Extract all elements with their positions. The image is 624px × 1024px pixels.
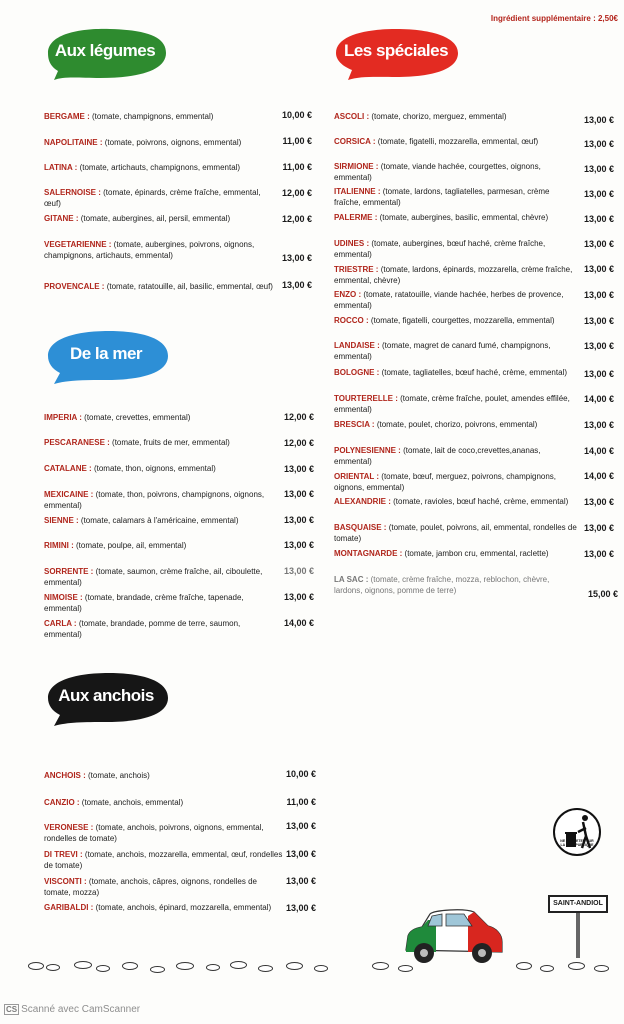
menu-item: LA SAC : (tomate, crème fraîche, mozza, reblochon, chèvre, lardons, oignons, pomme de terre) bbox=[334, 575, 550, 595]
watermark-text: Scanné avec CamScanner bbox=[21, 1004, 141, 1015]
menu-item: ROCCO : (tomate, figatelli, courgettes, mozzarella, emmental) bbox=[334, 316, 555, 325]
menu-item: MONTAGNARDE : (tomate, jambon cru, emmental, raclette) bbox=[334, 549, 549, 558]
item-price: 13,00 € bbox=[583, 341, 614, 351]
item-price: 14,00 € bbox=[283, 618, 314, 628]
menu-item: SALERNOISE : (tomate, épinards, crème fraîche, emmental, œuf) bbox=[44, 188, 261, 208]
item-price: 11,00 € bbox=[282, 162, 312, 172]
item-price: 11,00 € bbox=[282, 136, 312, 146]
menu-item: UDINES : (tomate, aubergines, bœuf haché, crème fraîche, emmental) bbox=[334, 239, 546, 259]
menu-item: IMPERIA : (tomate, crevettes, emmental) bbox=[44, 413, 191, 422]
item-price: 13,00 € bbox=[283, 464, 314, 474]
menu-item: ENZO : (tomate, ratatouille, viande hachée, herbes de provence, emmental) bbox=[334, 290, 564, 310]
menu-item: ANCHOIS : (tomate, anchois) bbox=[44, 771, 150, 780]
item-price: 13,00 € bbox=[583, 316, 614, 326]
item-price: 13,00 € bbox=[583, 164, 614, 174]
item-price: 13,00 € bbox=[583, 549, 614, 559]
item-price: 13,00 € bbox=[283, 489, 314, 499]
item-price: 13,00 € bbox=[281, 280, 312, 290]
item-price: 12,00 € bbox=[281, 214, 312, 224]
road-sign-post bbox=[576, 912, 580, 958]
menu-item: CARLA : (tomate, brandade, pomme de terre, saumon, emmental) bbox=[44, 619, 241, 639]
menu-item: SORRENTE : (tomate, saumon, crème fraîche, ail, ciboulette, emmental) bbox=[44, 567, 263, 587]
item-price: 14,00 € bbox=[583, 394, 614, 404]
item-price: 13,00 € bbox=[283, 540, 314, 550]
stone-path bbox=[0, 956, 624, 980]
item-price: 13,00 € bbox=[583, 523, 614, 533]
menu-item: ORIENTAL : (tomate, bœuf, merguez, poivrons, champignons, oignons, emmental) bbox=[334, 472, 557, 492]
menu-item: CATALANE : (tomate, thon, oignons, emmental) bbox=[44, 464, 216, 473]
item-price: 13,00 € bbox=[283, 566, 314, 576]
menu-item: PESCARANESE : (tomate, fruits de mer, emmental) bbox=[44, 438, 230, 447]
menu-item: ALEXANDRIE : (tomate, ravioles, bœuf haché, crème, emmental) bbox=[334, 497, 569, 506]
item-price: 13,00 € bbox=[583, 264, 614, 274]
section-title-legumes: Aux légumes bbox=[40, 24, 170, 82]
item-price: 13,00 € bbox=[583, 290, 614, 300]
menu-item: BASQUAISE : (tomate, poulet, poivrons, ail, emmental, rondelles de tomate) bbox=[334, 523, 577, 543]
camscanner-icon: CS bbox=[6, 1005, 18, 1014]
item-price: 13,00 € bbox=[285, 876, 316, 886]
menu-item: VEGETARIENNE : (tomate, aubergines, poivrons, oignons, champignons, artichauts, emmental) bbox=[44, 240, 255, 260]
menu-item: DI TREVI : (tomate, anchois, mozzarella, emmental, œuf, rondelles de tomate) bbox=[44, 850, 283, 870]
item-price: 13,00 € bbox=[283, 515, 314, 525]
road-sign: SAINT-ANDIOL bbox=[548, 895, 608, 913]
menu-item: BRESCIA : (tomate, poulet, chorizo, poivrons, emmental) bbox=[334, 420, 538, 429]
menu-item: PALERME : (tomate, aubergines, basilic, emmental, chèvre) bbox=[334, 213, 549, 222]
no-littering-badge bbox=[552, 806, 602, 866]
item-price: 13,00 € bbox=[583, 420, 614, 430]
item-price: 13,00 € bbox=[583, 189, 614, 199]
section-title-anchois: Aux anchois bbox=[40, 668, 172, 728]
menu-item: NAPOLITAINE : (tomate, poivrons, oignons, emmental) bbox=[44, 138, 242, 147]
item-price: 12,00 € bbox=[283, 438, 314, 448]
menu-item: TRIESTRE : (tomate, lardons, épinards, mozzarella, crème fraîche, emmental, chèvre) bbox=[334, 265, 573, 285]
menu-item: SIRMIONE : (tomate, viande hachée, courgettes, oignons, emmental) bbox=[334, 162, 541, 182]
item-price: 13,00 € bbox=[281, 253, 312, 263]
item-price: 13,00 € bbox=[583, 139, 614, 149]
menu-item: LANDAISE : (tomate, magret de canard fumé, champignons, emmental) bbox=[334, 341, 551, 361]
menu-item: CORSICA : (tomate, figatelli, mozzarella, emmental, œuf) bbox=[334, 137, 539, 146]
menu-item: SIENNE : (tomate, calamars à l'américaine, emmental) bbox=[44, 516, 239, 525]
menu-item: ASCOLI : (tomate, chorizo, merguez, emmental) bbox=[334, 112, 507, 121]
item-price: 13,00 € bbox=[583, 497, 614, 507]
item-price: 13,00 € bbox=[583, 115, 614, 125]
item-price: 15,00 € bbox=[587, 589, 618, 599]
menu-item: VERONESE : (tomate, anchois, poivrons, oignons, emmental, rondelles de tomate) bbox=[44, 823, 264, 843]
menu-item: GARIBALDI : (tomate, anchois, épinard, mozzarella, emmental) bbox=[44, 903, 272, 912]
menu-item: LATINA : (tomate, artichauts, champignons, emmental) bbox=[44, 163, 241, 172]
section-title-mer: De la mer bbox=[40, 326, 172, 386]
item-price: 14,00 € bbox=[583, 446, 614, 456]
item-price: 13,00 € bbox=[583, 214, 614, 224]
menu-item: TOURTERELLE : (tomate, crème fraîche, poulet, amendes effilée, emmental) bbox=[334, 394, 570, 414]
badge-text: NE PAS JETER SUR LA VOIE PUBLIQUE bbox=[560, 839, 594, 847]
menu-item: NIMOISE : (tomate, brandade, crème fraîche, tapenade, emmental) bbox=[44, 593, 244, 613]
menu-item: VISCONTI : (tomate, anchois, câpres, oignons, rondelles de tomate, mozza) bbox=[44, 877, 258, 897]
item-price: 14,00 € bbox=[583, 471, 614, 481]
item-price: 13,00 € bbox=[285, 903, 316, 913]
menu-item: ITALIENNE : (tomate, lardons, tagliatelles, parmesan, crème fraîche, emmental) bbox=[334, 187, 550, 207]
menu-item: GITANE : (tomate, aubergines, ail, persil, emmental) bbox=[44, 214, 231, 223]
scanner-watermark bbox=[4, 1004, 140, 1015]
extra-ingredient-note: Ingrédient supplémentaire : 2,50€ bbox=[490, 14, 618, 23]
menu-item: BERGAME : (tomate, champignons, emmental) bbox=[44, 112, 214, 121]
section-title-speciales: Les spéciales bbox=[330, 24, 462, 82]
item-price: 12,00 € bbox=[281, 188, 312, 198]
menu-item: RIMINI : (tomate, poulpe, ail, emmental) bbox=[44, 541, 187, 550]
menu-item: POLYNESIENNE : (tomate, lait de coco,crevettes,ananas, emmental) bbox=[334, 446, 541, 466]
item-price: 13,00 € bbox=[583, 369, 614, 379]
item-price: 10,00 € bbox=[285, 769, 316, 779]
menu-item: CANZIO : (tomate, anchois, emmental) bbox=[44, 798, 184, 807]
trash-person-icon bbox=[552, 806, 602, 866]
menu-item: PROVENCALE : (tomate, ratatouille, ail, basilic, emmental, œuf) bbox=[44, 282, 273, 291]
item-price: 13,00 € bbox=[285, 849, 316, 859]
item-price: 13,00 € bbox=[285, 821, 316, 831]
item-price: 12,00 € bbox=[283, 412, 314, 422]
item-price: 13,00 € bbox=[583, 239, 614, 249]
menu-item: BOLOGNE : (tomate, tagliatelles, bœuf haché, crème, emmental) bbox=[334, 368, 567, 377]
item-price: 10,00 € bbox=[281, 110, 312, 120]
menu-item: MEXICAINE : (tomate, thon, poivrons, champignons, oignons, emmental) bbox=[44, 490, 265, 510]
item-price: 13,00 € bbox=[283, 592, 314, 602]
item-price: 11,00 € bbox=[286, 797, 316, 807]
